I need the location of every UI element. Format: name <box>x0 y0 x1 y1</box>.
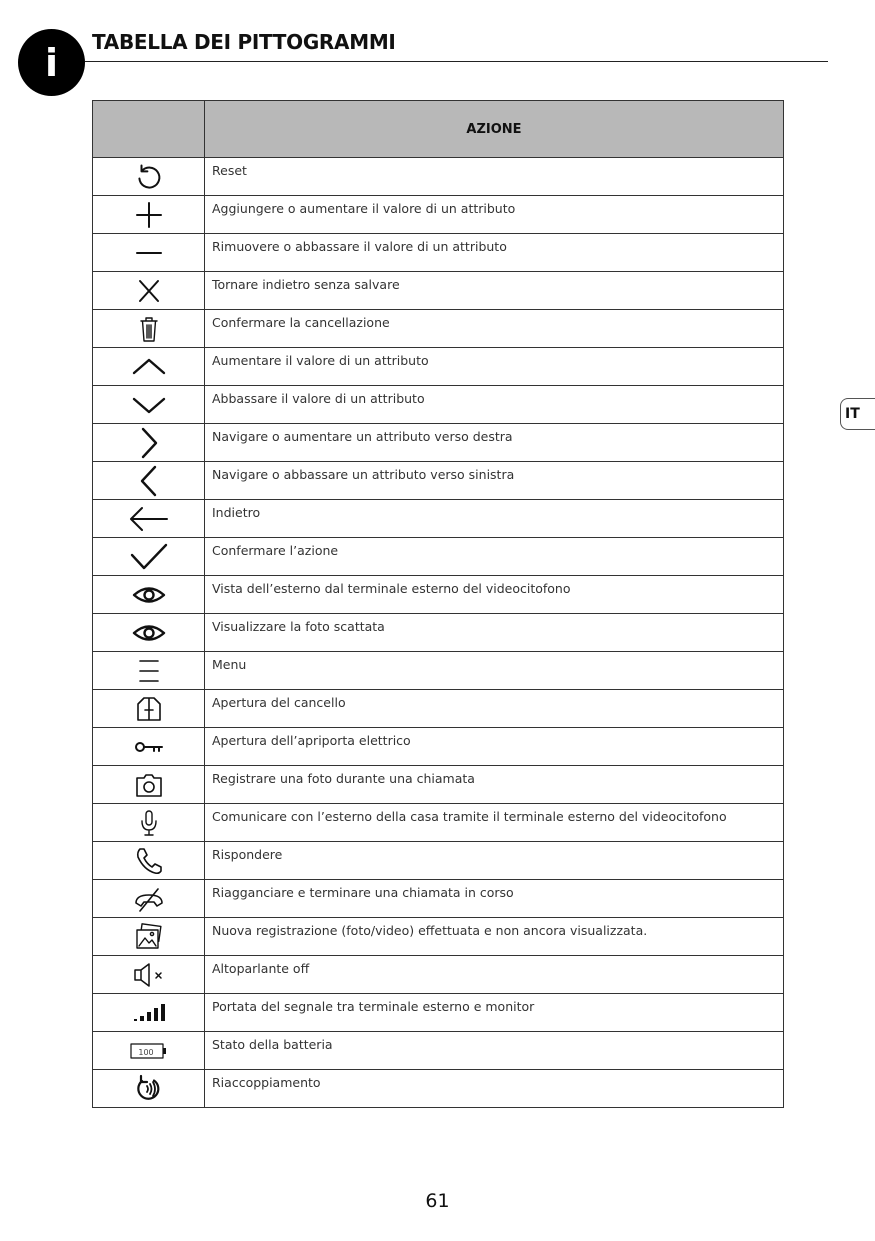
action-description: Apertura del cancello <box>205 690 784 728</box>
key-icon <box>132 731 166 763</box>
close-icon <box>132 275 166 307</box>
table-row <box>93 424 784 462</box>
hang-up-icon <box>132 883 166 915</box>
chevron-down-icon <box>132 389 166 421</box>
battery-icon <box>129 1035 169 1067</box>
action-description: Vista dell’esterno dal terminale esterno del videocitofono <box>205 576 784 614</box>
action-description: Navigare o abbassare un attributo verso sinistra <box>205 462 784 500</box>
action-description: Portata del segnale tra terminale esterno e monitor <box>205 994 784 1032</box>
minus-icon <box>132 237 166 269</box>
action-description: Rimuovere o abbassare il valore di un attributo <box>205 234 784 272</box>
table-row <box>93 1032 784 1070</box>
info-icon: i <box>18 29 85 96</box>
table-row <box>93 234 784 272</box>
chevron-left-icon <box>132 465 166 497</box>
table-row <box>93 576 784 614</box>
checkmark-icon <box>129 541 169 573</box>
table-row <box>93 196 784 234</box>
language-tab: IT <box>840 398 875 430</box>
table-row <box>93 956 784 994</box>
action-description: Menu <box>205 652 784 690</box>
table-row <box>93 690 784 728</box>
table-row <box>93 766 784 804</box>
table-row <box>93 918 784 956</box>
table-row <box>93 1070 784 1108</box>
table-row <box>93 804 784 842</box>
chevron-up-icon <box>132 351 166 383</box>
camera-icon <box>132 769 166 801</box>
action-description: Abbassare il valore di un attributo <box>205 386 784 424</box>
icon-column-header <box>93 101 205 158</box>
action-description: Nuova registrazione (foto/video) effettuata e non ancora visualizzata. <box>205 918 784 956</box>
signal-strength-icon <box>129 997 169 1029</box>
table-row <box>93 310 784 348</box>
action-column-header: AZIONE <box>205 101 784 158</box>
table-header-row <box>93 101 784 158</box>
action-description: Aggiungere o aumentare il valore di un attributo <box>205 196 784 234</box>
table-row <box>93 842 784 880</box>
action-description: Tornare indietro senza salvare <box>205 272 784 310</box>
action-description: Aumentare il valore di un attributo <box>205 348 784 386</box>
gate-icon <box>132 693 166 725</box>
battery-level-label: 100 <box>137 1047 154 1057</box>
chevron-right-icon <box>132 427 166 459</box>
page-title: TABELLA DEI PITTOGRAMMI <box>92 30 396 54</box>
action-description: Riagganciare e terminare una chiamata in corso <box>205 880 784 918</box>
action-description: Indietro <box>205 500 784 538</box>
action-description: Confermare l’azione <box>205 538 784 576</box>
action-description: Navigare o aumentare un attributo verso destra <box>205 424 784 462</box>
table-row <box>93 272 784 310</box>
action-description: Comunicare con l’esterno della casa tramite il terminale esterno del videocitofono <box>205 804 784 842</box>
table-row <box>93 386 784 424</box>
table-row <box>93 500 784 538</box>
table-row <box>93 538 784 576</box>
table-row <box>93 652 784 690</box>
phone-icon <box>132 845 166 877</box>
trash-icon <box>132 313 166 345</box>
plus-icon <box>132 199 166 231</box>
action-description: Riaccoppiamento <box>205 1070 784 1108</box>
table-row <box>93 614 784 652</box>
speaker-off-icon <box>129 959 169 991</box>
title-divider <box>85 61 828 62</box>
action-description: Rispondere <box>205 842 784 880</box>
eye-icon <box>131 579 167 611</box>
table-row <box>93 994 784 1032</box>
action-description: Confermare la cancellazione <box>205 310 784 348</box>
table-row <box>93 880 784 918</box>
table-row <box>93 348 784 386</box>
pictogram-table <box>92 100 784 1108</box>
page-number: 61 <box>425 1190 450 1212</box>
re-pair-icon <box>132 1073 166 1105</box>
menu-icon <box>132 655 166 687</box>
action-description: Altoparlante off <box>205 956 784 994</box>
action-description: Apertura dell’apriporta elettrico <box>205 728 784 766</box>
table-row <box>93 462 784 500</box>
action-description: Registrare una foto durante una chiamata <box>205 766 784 804</box>
table-row <box>93 728 784 766</box>
eye-icon <box>131 617 167 649</box>
reset-icon <box>132 161 166 193</box>
action-description: Stato della batteria <box>205 1032 784 1070</box>
action-description: Reset <box>205 158 784 196</box>
action-description: Visualizzare la foto scattata <box>205 614 784 652</box>
microphone-icon <box>132 807 166 839</box>
arrow-left-icon <box>129 503 169 535</box>
new-recording-icon <box>132 921 166 953</box>
table-row <box>93 158 784 196</box>
